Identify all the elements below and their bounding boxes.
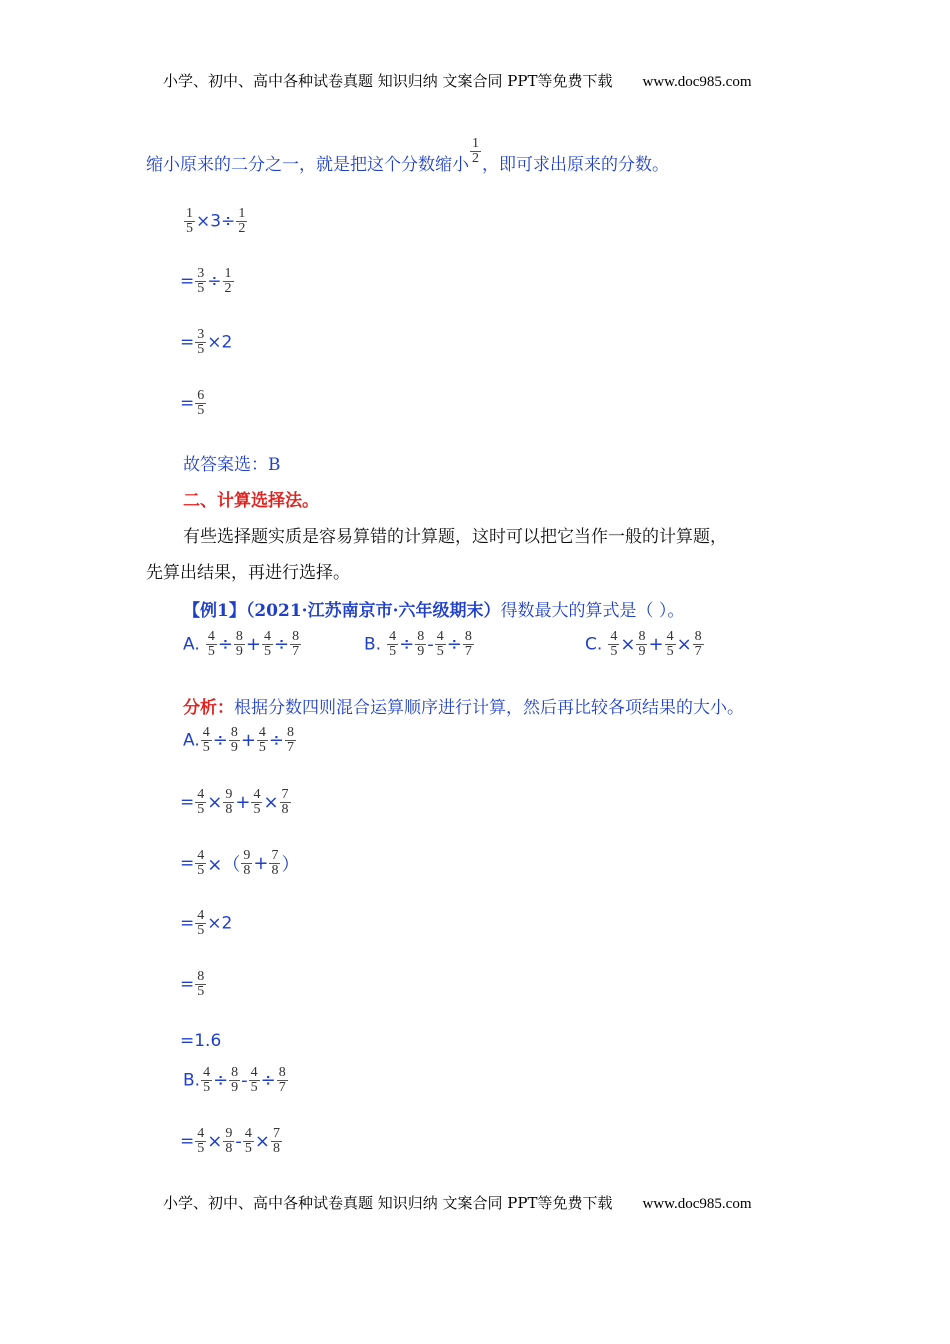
operator: × <box>254 1131 270 1152</box>
operator: - <box>241 1070 248 1091</box>
fraction: $\frac{8}{9}$ <box>231 1065 239 1095</box>
header-site: www.doc985.com <box>642 74 752 90</box>
solA-line3 <box>180 849 299 878</box>
fraction: $\frac{8}{7}$ <box>694 629 702 659</box>
fraction: $\frac{4}{5}$ <box>244 1126 252 1156</box>
equals: = <box>180 853 195 874</box>
equals: = <box>180 1131 195 1152</box>
equals: = <box>180 792 195 813</box>
example-tag: 【例1】 <box>183 601 246 621</box>
operator: ÷ <box>217 634 233 655</box>
fraction: $\frac{4}{5}$ <box>436 629 444 659</box>
solA-line1 <box>183 726 297 755</box>
footer-site: www.doc985.com <box>642 1196 752 1212</box>
equals: = <box>180 393 195 414</box>
option-c <box>585 630 705 659</box>
solA-line6: =1.6 <box>180 1031 222 1051</box>
fraction: $\frac{4}{5}$ <box>610 629 618 659</box>
fraction: $\frac{4}{5}$ <box>203 1065 211 1095</box>
operator: ÷ <box>268 730 285 751</box>
calc1-line1 <box>183 207 248 236</box>
calc-tail: ×2 <box>207 913 233 934</box>
fraction: $\frac{8}{9}$ <box>417 629 425 659</box>
operator: × <box>676 634 692 655</box>
fraction: $\frac{8}{9}$ <box>235 629 243 659</box>
fraction: $\frac{8}{7}$ <box>287 725 295 755</box>
calc1-line2 <box>180 267 235 296</box>
fraction: $\frac{9}{8}$ <box>243 848 251 878</box>
operator: - <box>427 634 434 655</box>
solB-line1 <box>183 1066 289 1095</box>
fraction: $\frac{1}{2}$ <box>224 266 232 296</box>
operator: × <box>207 1131 223 1152</box>
intro-line <box>146 136 669 180</box>
solA-line5 <box>180 970 207 999</box>
fraction: $\frac{9}{8}$ <box>225 1126 233 1156</box>
equals: = <box>180 271 195 292</box>
fraction: $\frac{9}{8}$ <box>225 787 233 817</box>
equals: = <box>180 974 195 995</box>
operator: + <box>235 792 251 813</box>
operator: ÷ <box>213 1070 229 1091</box>
fraction: $\frac{4}{5}$ <box>197 787 205 817</box>
fraction: $\frac{4}{5}$ <box>258 725 266 755</box>
operator: + <box>648 634 664 655</box>
fraction: $\frac{4}{5}$ <box>250 1065 258 1095</box>
fraction: $\frac{7}{8}$ <box>281 787 289 817</box>
section2-p1: 有些选择题实质是容易算错的计算题，这时可以把它当作一般的计算题， <box>183 527 727 547</box>
option-label: A. <box>183 634 200 655</box>
operator: ÷ <box>274 634 290 655</box>
operator: ÷ <box>212 730 228 751</box>
fraction: $\frac{1}{2}$ <box>238 206 246 236</box>
operator: × <box>207 792 223 813</box>
operator: + <box>245 634 262 655</box>
section2-p2: 先算出结果，再进行选择。 <box>146 563 350 583</box>
fraction: $\frac{8}{7}$ <box>292 629 300 659</box>
fraction: $\frac{1}{5}$ <box>186 206 193 236</box>
analysis-label: 分析： <box>183 698 234 718</box>
footer-text: 小学、初中、高中各种试卷真题 知识归纳 文案合同 PPT等免费下载 <box>163 1194 613 1212</box>
option-label: B. <box>183 1070 201 1091</box>
section2-title: 二、计算选择法。 <box>183 491 319 511</box>
header-text: 小学、初中、高中各种试卷真题 知识归纳 文案合同 PPT等免费下载 <box>163 72 613 90</box>
fraction: $\frac{4}{5}$ <box>202 725 210 755</box>
fraction: $\frac{8}{7}$ <box>278 1065 286 1095</box>
fraction: $\frac{8}{5}$ <box>197 969 205 999</box>
fraction: $\frac{3}{5}$ <box>197 327 205 357</box>
fraction: $\frac{4}{5}$ <box>197 1126 205 1156</box>
option-label: B. <box>364 634 382 655</box>
analysis-line <box>183 693 744 718</box>
fraction: $\frac{3}{5}$ <box>197 266 205 296</box>
fraction: $\frac{4}{5}$ <box>389 629 397 659</box>
option-b <box>364 630 475 659</box>
operator: ） <box>281 854 300 876</box>
operator: ÷ <box>260 1070 276 1091</box>
fraction: $\frac{4}{5}$ <box>197 908 205 938</box>
option-a <box>183 630 302 659</box>
calc1-line3 <box>180 328 232 357</box>
operator: × <box>620 634 636 655</box>
fraction: $\frac{8}{9}$ <box>230 725 238 755</box>
equals: = <box>180 332 195 353</box>
solB-line2 <box>180 1127 283 1156</box>
fraction: $\frac{1}{2}$ <box>472 136 479 166</box>
fraction: $\frac{6}{5}$ <box>197 388 205 418</box>
calc1-line4 <box>180 389 207 418</box>
intro-before: 缩小原来的二分之一，就是把这个分数缩小 <box>146 155 469 175</box>
operator: - <box>235 1131 242 1152</box>
example-line <box>183 596 684 621</box>
operator: ÷ <box>207 271 222 292</box>
page-header <box>163 70 752 91</box>
example-source: （2021·江苏南京市·六年级期末） <box>245 601 501 621</box>
fraction: $\frac{4}{5}$ <box>666 629 674 659</box>
option-label: A. <box>183 730 200 751</box>
operator: ÷ <box>446 634 462 655</box>
fraction: $\frac{4}{5}$ <box>197 848 205 878</box>
operator: × <box>263 792 279 813</box>
example-question: 得数最大的算式是（ ）。 <box>500 601 685 621</box>
fraction: $\frac{4}{5}$ <box>264 629 272 659</box>
fraction: $\frac{8}{7}$ <box>464 629 472 659</box>
fraction: $\frac{4}{5}$ <box>207 629 215 659</box>
fraction: $\frac{4}{5}$ <box>253 787 261 817</box>
equals: = <box>180 913 195 934</box>
page-footer <box>163 1192 752 1213</box>
analysis-text: 根据分数四则混合运算顺序进行计算，然后再比较各项结果的大小。 <box>234 698 744 718</box>
operator: ÷ <box>399 634 415 655</box>
operator: + <box>253 853 269 874</box>
answer1: 故答案选：B <box>183 455 281 475</box>
operator: + <box>240 730 256 751</box>
solA-line2 <box>180 788 292 817</box>
fraction: $\frac{7}{8}$ <box>272 1126 280 1156</box>
intro-after: ，即可求出原来的分数。 <box>482 155 669 175</box>
solA-line4 <box>180 909 232 938</box>
fraction: $\frac{7}{8}$ <box>271 848 279 878</box>
calc1-mid: ×3÷ <box>196 211 236 232</box>
operator: ×（ <box>207 854 241 876</box>
calc-tail: ×2 <box>207 332 233 353</box>
option-label: C. <box>585 634 603 655</box>
fraction: $\frac{8}{9}$ <box>638 629 646 659</box>
